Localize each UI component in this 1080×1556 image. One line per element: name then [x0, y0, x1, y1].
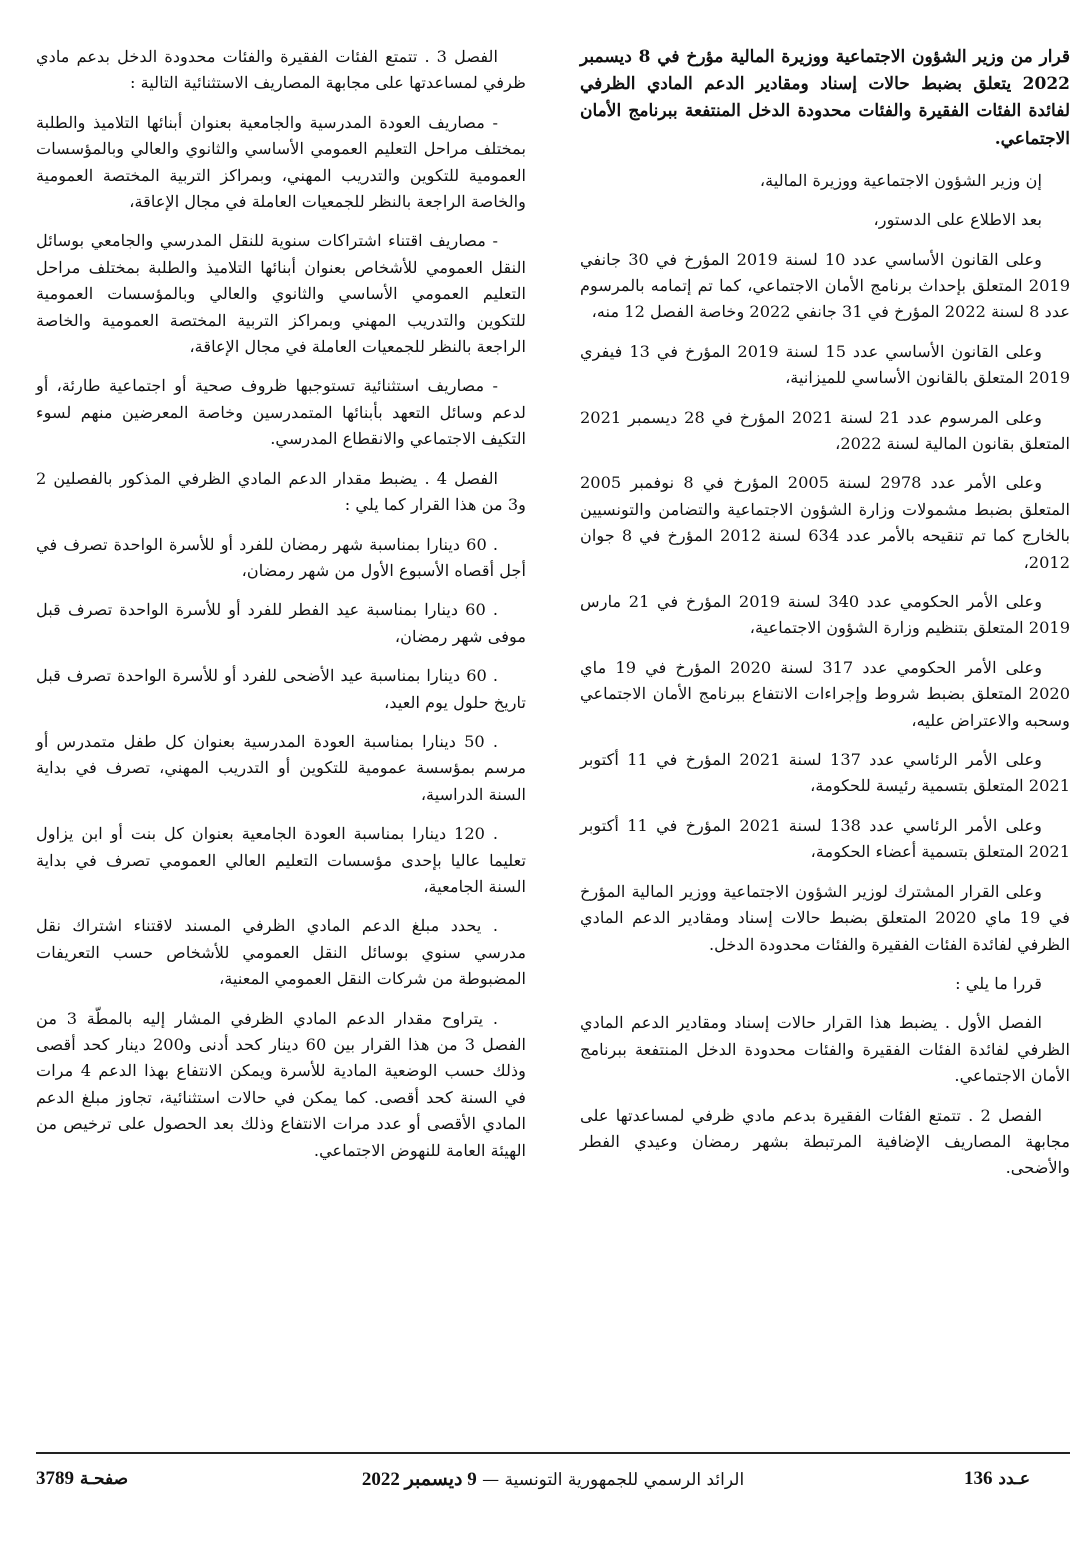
paragraph: الفصل 2 . تتمتع الفئات الفقيرة بدعم مادي ظرفي لمساعدتها على مجابهة المصاريف الإضافية المرتبطة بشهر رمضان وعيدي الفطر والأضحى. [580, 1105, 1070, 1178]
paragraph: - مصاريف اقتناء اشتراكات سنوية للنقل المدرسي والجامعي بوسائل النقل العمومي للأشخاص بعنوان أبنائها التلاميذ والطلبة بمختلف مراحل التعليم العمومي الأساسي والثانوي والعالي وبالمؤسسات العمومية للتكوين والتدريب المهني وبمراكز التربية المختصة العمومية والخاصة الراجعة بالنظر للجمعيات العاملة في مجال الإعاقة، [36, 231, 526, 357]
issue-label: عـدد [998, 1469, 1030, 1489]
left-column [36, 44, 526, 1195]
paragraph: . 120 دينارا بمناسبة العودة الجامعية بعنوان كل بنت أو ابن يزاول تعليما عاليا بإحدى مؤسسات التعليم العالي العمومي تصرف في بداية السنة الجامعية، [36, 824, 526, 896]
paragraph: الفصل 3 . تتمتع الفئات الفقيرة والفئات محدودة الدخل بدعم مادي ظرفي لمساعدتها على مجابهة المصاريف الاستثنائية التالية : [36, 47, 526, 93]
decree-title: قرار من وزير الشؤون الاجتماعية ووزيرة المالية مؤرخ في 8 ديسمبر 2022 يتعلق بضبط حالات إسناد ومقادير الدعم المادي الظرفي لفائدة الفئات الفقيرة والفئات محدودة الدخل المنتفعة ببرنامج الأمان الاجتماعي. [580, 47, 1070, 149]
page-value: 3789 [36, 1468, 74, 1489]
paragraph: وعلى القانون الأساسي عدد 10 لسنة 2019 المؤرخ في 30 جانفي 2019 المتعلق بإحداث برنامج الأمان الاجتماعي، كما تم إتمامه بالمرسوم عدد 8 لسنة 2022 المؤرخ في 31 جانفي 2022 وخاصة الفصل 12 منه، [580, 249, 1070, 322]
paragraph: بعد الاطلاع على الدستور، [873, 210, 1042, 230]
journal-title: الرائد الرسمي للجمهورية التونسية — [482, 1470, 745, 1490]
paragraph: . 50 دينارا بمناسبة العودة المدرسية بعنوان كل طفل متمدرس أو مرسم بمؤسسة عمومية للتكوين أو التدريب المهني، تصرف في بداية السنة الدراسية، [36, 731, 526, 804]
paragraph: وعلى الأمر عدد 2978 لسنة 2005 المؤرخ في 8 نوفمبر 2005 المتعلق بضبط مشمولات وزارة الشؤون الاجتماعية والتضامن والتونسيين بالخارج كما تم تنقيحه بالأمر عدد 634 لسنة 2012 المؤرخ في 8 جوان 2012، [580, 473, 1070, 572]
page-number [36, 1468, 128, 1490]
issue-date: 9 ديسمبر 2022 [361, 1469, 477, 1490]
paragraph: قررا ما يلي : [955, 973, 1042, 993]
paragraph: وعلى المرسوم عدد 21 لسنة 2021 المؤرخ في 28 ديسمبر 2021 المتعلق بقانون المالية لسنة 2022، [580, 407, 1070, 453]
page-footer [36, 1452, 1070, 1508]
paragraph: الفصل 4 . يضبط مقدار الدعم المادي الظرفي المذكور بالفصلين 2 و3 من هذا القرار كما يلي : [36, 468, 526, 515]
paragraph: وعلى الأمر الرئاسي عدد 138 لسنة 2021 المؤرخ في 11 أكتوبر 2021 المتعلق بتسمية أعضاء الحكومة، [580, 815, 1070, 862]
paragraph: إن وزير الشؤون الاجتماعية ووزيرة المالية، [759, 170, 1042, 190]
paragraph: وعلى الأمر الحكومي عدد 317 لسنة 2020 المؤرخ في 19 ماي 2020 المتعلق بضبط شروط وإجراءات الانتفاع ببرنامج الأمان الاجتماعي وسحبه والاعتراض عليه، [580, 657, 1070, 730]
page-label: صفحـة [79, 1469, 129, 1489]
paragraph: وعلى القرار المشترك لوزير الشؤون الاجتماعية ووزير المالية المؤرخ في 19 ماي 2020 المتعلق بضبط حالات إسناد ومقادير الدعم المادي الظرفي لفائدة الفئات الفقيرة والفئات محدودة الدخل. [580, 881, 1070, 954]
paragraph: . يتراوح مقدار الدعم المادي الظرفي المشار إليه بالمطّة 3 من الفصل 3 من هذا القرار بين 60 دينار كحد أدنى و200 دينار كحد أقصى وذلك حسب الوضعية المادية للأسرة ويمكن الانتفاع بهذا الدعم 4 مرات في السنة كحد أقصى. كما يمكن في حالات استثنائية، تجاوز مبلغ الدعم المادي الأقصى أو عدد مرات الانتفاع وذلك بعد الحصول على ترخيص من الهيئة العامة للنهوض الاجتماعي. [36, 1008, 526, 1160]
paragraph: . 60 دينارا بمناسبة عيد الأضحى للفرد أو للأسرة الواحدة تصرف قبل تاريخ حلول يوم العيد، [36, 666, 526, 712]
paragraph: . 60 دينارا بمناسبة شهر رمضان للفرد أو للأسرة الواحدة تصرف في أجل أقصاه الأسبوع الأول من شهر رمضان، [36, 534, 526, 580]
paragraph: - مصاريف استثنائية تستوجبها ظروف صحية أو اجتماعية طارئة، أو لدعم وسائل التعهد بأبنائها المتمدرسين وخاصة المعرضين منهم لسوء التكيف الاجتماعي والانقطاع المدرسي. [36, 376, 526, 449]
paragraph: وعلى الأمر الحكومي عدد 340 لسنة 2019 المؤرخ في 21 مارس 2019 المتعلق بتنظيم وزارة الشؤون الاجتماعية، [580, 592, 1070, 638]
paragraph: الفصل الأول . يضبط هذا القرار حالات إسناد ومقادير الدعم المادي الظرفي لفائدة الفئات الفقيرة والفئات محدودة الدخل المنتفعة ببرنامج الأمان الاجتماعي. [580, 1013, 1070, 1086]
paragraph: وعلى القانون الأساسي عدد 15 لسنة 2019 المؤرخ في 13 فيفري 2019 المتعلق بالقانون الأساسي للميزانية، [580, 341, 1070, 388]
journal-name [36, 1468, 1070, 1491]
paragraph: . 60 دينارا بمناسبة عيد الفطر للفرد أو للأسرة الواحدة تصرف قبل موفى شهر رمضان، [36, 600, 526, 646]
issue-value: 136 [963, 1468, 993, 1489]
paragraph: - مصاريف العودة المدرسية والجامعية بعنوان أبنائها التلاميذ والطلبة بمختلف مراحل التعليم العمومي الأساسي والثانوي والعالي وبالمؤسسات العمومية للتكوين والتدريب المهني، وبمراكز التربية المختصة العمومية والخاصة الراجعة بالنظر للجمعيات العاملة في مجال الإعاقة، [36, 112, 526, 212]
paragraph: . يحدد مبلغ الدعم المادي الظرفي المسند لاقتناء اشتراك نقل مدرسي سنوي بوسائل النقل العمومي للأشخاص حسب التعريفات المضبوطة من شركات النقل العمومي المعنية، [36, 916, 526, 989]
paragraph: وعلى الأمر الرئاسي عدد 137 لسنة 2021 المؤرخ في 11 أكتوبر 2021 المتعلق بتسمية رئيسة للحكومة، [580, 750, 1070, 796]
text-columns [36, 44, 1070, 1195]
right-column [580, 44, 1070, 1195]
